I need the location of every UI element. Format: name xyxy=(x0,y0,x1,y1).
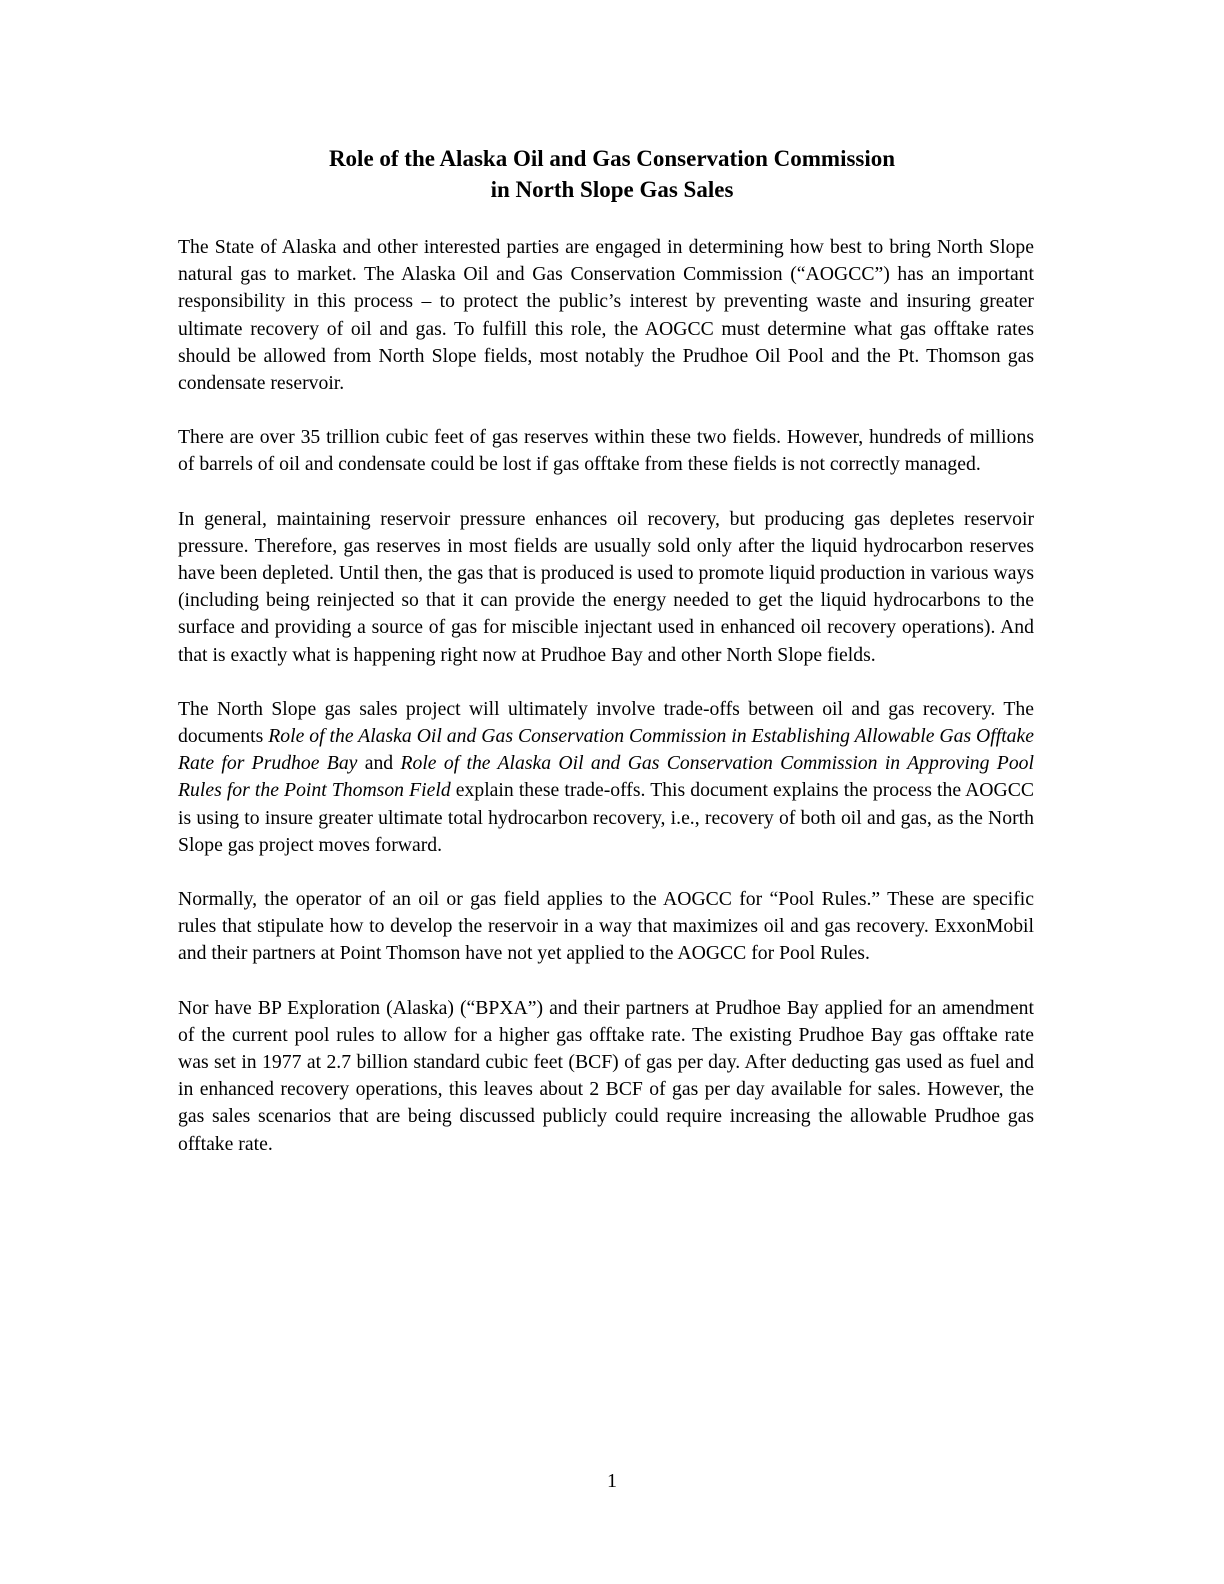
title-line-1: Role of the Alaska Oil and Gas Conservation Commission xyxy=(328,146,896,171)
paragraph-1: The State of Alaska and other interested parties are engaged in determining how best to bring North Slope natural gas to market. The Alaska Oil and Gas Conservation Commission (“AOGCC”) has an important responsibility in this process – to protect the public’s interest by preventing waste and insuring greater ultimate recovery of oil and gas. To fulfill this role, the AOGCC must determine what gas offtake rates should be allowed from North Slope fields, most notably the Prudhoe Oil Pool and the Pt. Thomson gas condensate reservoir. xyxy=(178,236,1034,395)
document-body xyxy=(178,234,1034,1185)
paragraph-4-text-b: and xyxy=(357,752,401,775)
paragraph-6: Nor have BP Exploration (Alaska) (“BPXA”) and their partners at Prudhoe Bay applied for an amendment of the current pool rules to allow for a higher gas offtake rate. The existing Prudhoe Bay gas offtake rate was set in 1977 at 2.7 billion standard cubic feet (BCF) of gas per day. After deducting gas used as fuel and in enhanced recovery operations, this leaves about 2 BCF of gas per day available for sales. However, the gas sales scenarios that are being discussed publicly could require increasing the allowable Prudhoe gas offtake rate. xyxy=(178,996,1034,1155)
page-number: 1 xyxy=(607,1470,617,1492)
paragraph-5: Normally, the operator of an oil or gas field applies to the AOGCC for “Pool Rules.” These are specific rules that stipulate how to develop the reservoir in a way that maximizes oil and gas recovery. ExxonMobil and their partners at Point Thomson have not yet applied to the AOGCC for Pool Rules. xyxy=(178,888,1034,965)
document-title xyxy=(150,143,1074,205)
paragraph-2: There are over 35 trillion cubic feet of gas reserves within these two fields. However, hundreds of millions of barrels of oil and condensate could be lost if gas offtake from these fields is not correctly managed. xyxy=(178,426,1034,476)
paragraph-3: In general, maintaining reservoir pressure enhances oil recovery, but producing gas depletes reservoir pressure. Therefore, gas reserves in most fields are usually sold only after the liquid hydrocarbon reserves have been depleted. Until then, the gas that is produced is used to promote liquid production in various ways (including being reinjected so that it can provide the energy needed to get the liquid hydrocarbons to the surface and providing a source of gas for miscible injectant used in enhanced oil recovery operations). And that is exactly what is happening right now at Prudhoe Bay and other North Slope fields. xyxy=(178,507,1034,666)
paragraph-4 xyxy=(178,696,1034,859)
document-reference-point-thomson: Role of the Alaska Oil and Gas Conservation Commission in Approving Pool Rules for the Point Thomson Field xyxy=(178,752,1034,802)
paragraph-4-text-c: explain these trade-offs. This document explains the process the AOGCC is using to insure greater ultimate total hydrocarbon recovery, i.e., recovery of both oil and gas, as the North Slope gas project moves forward. xyxy=(178,779,1035,856)
title-line-2: in North Slope Gas Sales xyxy=(490,177,734,202)
paragraph-4-text-a: The North Slope gas sales project will ultimately involve trade-offs between oil and gas recovery. The documents xyxy=(178,697,1034,748)
document-reference-prudhoe: Role of the Alaska Oil and Gas Conservation Commission in Establishing Allowable Gas Offtake Rate for Prudhoe Bay xyxy=(178,725,1034,775)
